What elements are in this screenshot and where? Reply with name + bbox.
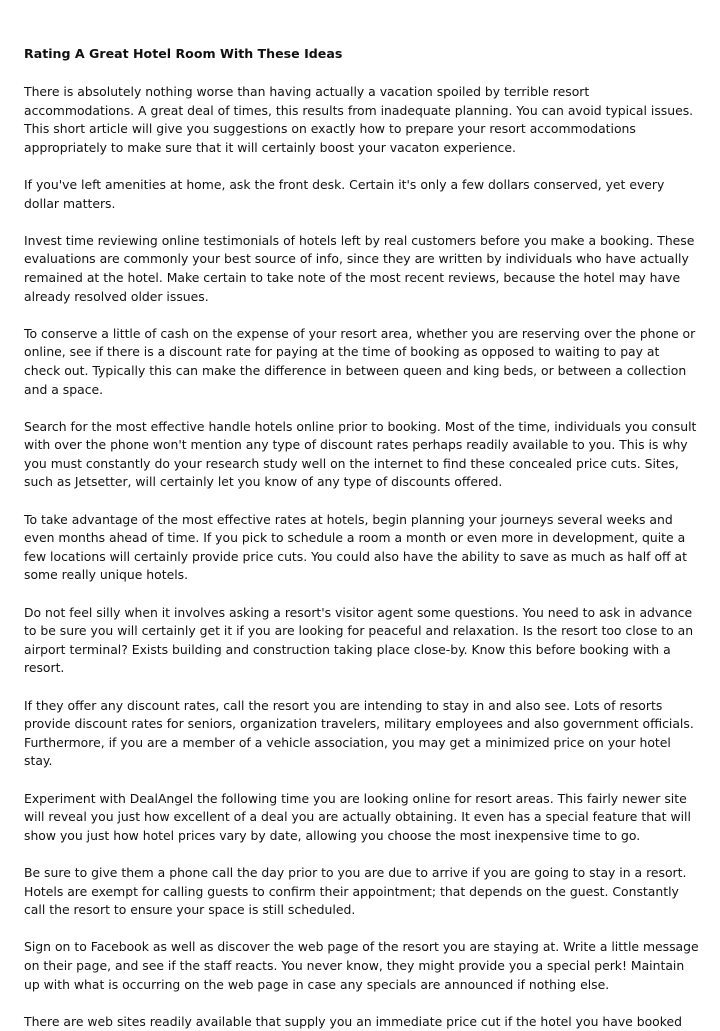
paragraph-6: To take advantage of the most effective rates at hotels, begin planning your journeys several weeks and even months ahead of time. If you pick to schedule a room a month or even more in development, quite a few locations will certainly provide price cuts. You could also have the ability to save as much as half off at some really unique hotels. <box>24 511 687 583</box>
document-title: Rating A Great Hotel Room With These Ideas <box>24 46 343 61</box>
document-page <box>24 0 699 1031</box>
paragraph-2: If you've left amenities at home, ask the front desk. Certain it's only a few dollars conserved, yet every dollar matters. <box>24 176 665 211</box>
paragraph-8: If they offer any discount rates, call the resort you are intending to stay in and also see. Lots of resorts provide discount rates for seniors, organization travelers, military employees and also government officials. Furthermore, if you are a member of a vehicle association, you may get a minimized price on your hotel stay. <box>24 697 694 769</box>
paragraph-10: Be sure to give them a phone call the day prior to you are due to arrive if you are going to stay in a resort. Hotels are exempt for calling guests to confirm their appointment; that depends on the guest. Constantly call the resort to ensure your space is still scheduled. <box>24 864 687 918</box>
paragraph-1: There is absolutely nothing worse than having actually a vacation spoiled by terrible resort accommodations. A great deal of times, this results from inadequate planning. You can avoid typical issues. This short article will give you suggestions on exactly how to prepare your resort accommodations appropriately to make sure that it will certainly boost your vacaton experience. <box>24 84 694 155</box>
paragraph-5: Search for the most effective handle hotels online prior to booking. Most of the time, individuals you consult with over the phone won't mention any type of discount rates perhaps readily available to you. This is why you must constantly do your research study well on the internet to find these concealed price cuts. Sites, such as Jetsetter, will certainly let you know of any type of discounts offered. <box>24 418 697 490</box>
paragraph-12: There are web sites readily available that supply you an immediate price cut if the hotel you have booked <box>24 1013 682 1029</box>
paragraph-7: Do not feel silly when it involves asking a resort's visitor agent some questions. You need to ask in advance to be sure you will certainly get it if you are looking for peaceful and relaxation. Is the resort too close to an airport terminal? Exists building and construction taking place close-by. Know this before booking with a resort. <box>24 604 694 676</box>
paragraph-4: To conserve a little of cash on the expense of your resort area, whether you are reserving over the phone or online, see if there is a discount rate for paying at the time of booking as opposed to waiting to pay at check out. Typically this can make the difference in between queen and king beds, or between a collection and a space. <box>24 325 696 397</box>
paragraph-11: Sign on to Facebook as well as discover the web page of the resort you are staying at. Write a little message on their page, and see if the staff reacts. You never know, they might provide you a special perk! Maintain up with what is occurring on the web page in case any specials are announced if nothing else. <box>24 939 699 992</box>
paragraph-9: Experiment with DealAngel the following time you are looking online for resort areas. This fairly newer site will reveal you just how excellent of a deal you are actually obtaining. It even has a special feature that will show you just how hotel prices vary by date, allowing you choose the most inexpensive time to go. <box>24 790 691 843</box>
paragraph-3: Invest time reviewing online testimonials of hotels left by real customers before you make a booking. These evaluations are commonly your best source of info, since they are written by individuals who have actually remained at the hotel. Make certain to take note of the most recent reviews, because the hotel may have already resolved older issues. <box>24 232 695 304</box>
